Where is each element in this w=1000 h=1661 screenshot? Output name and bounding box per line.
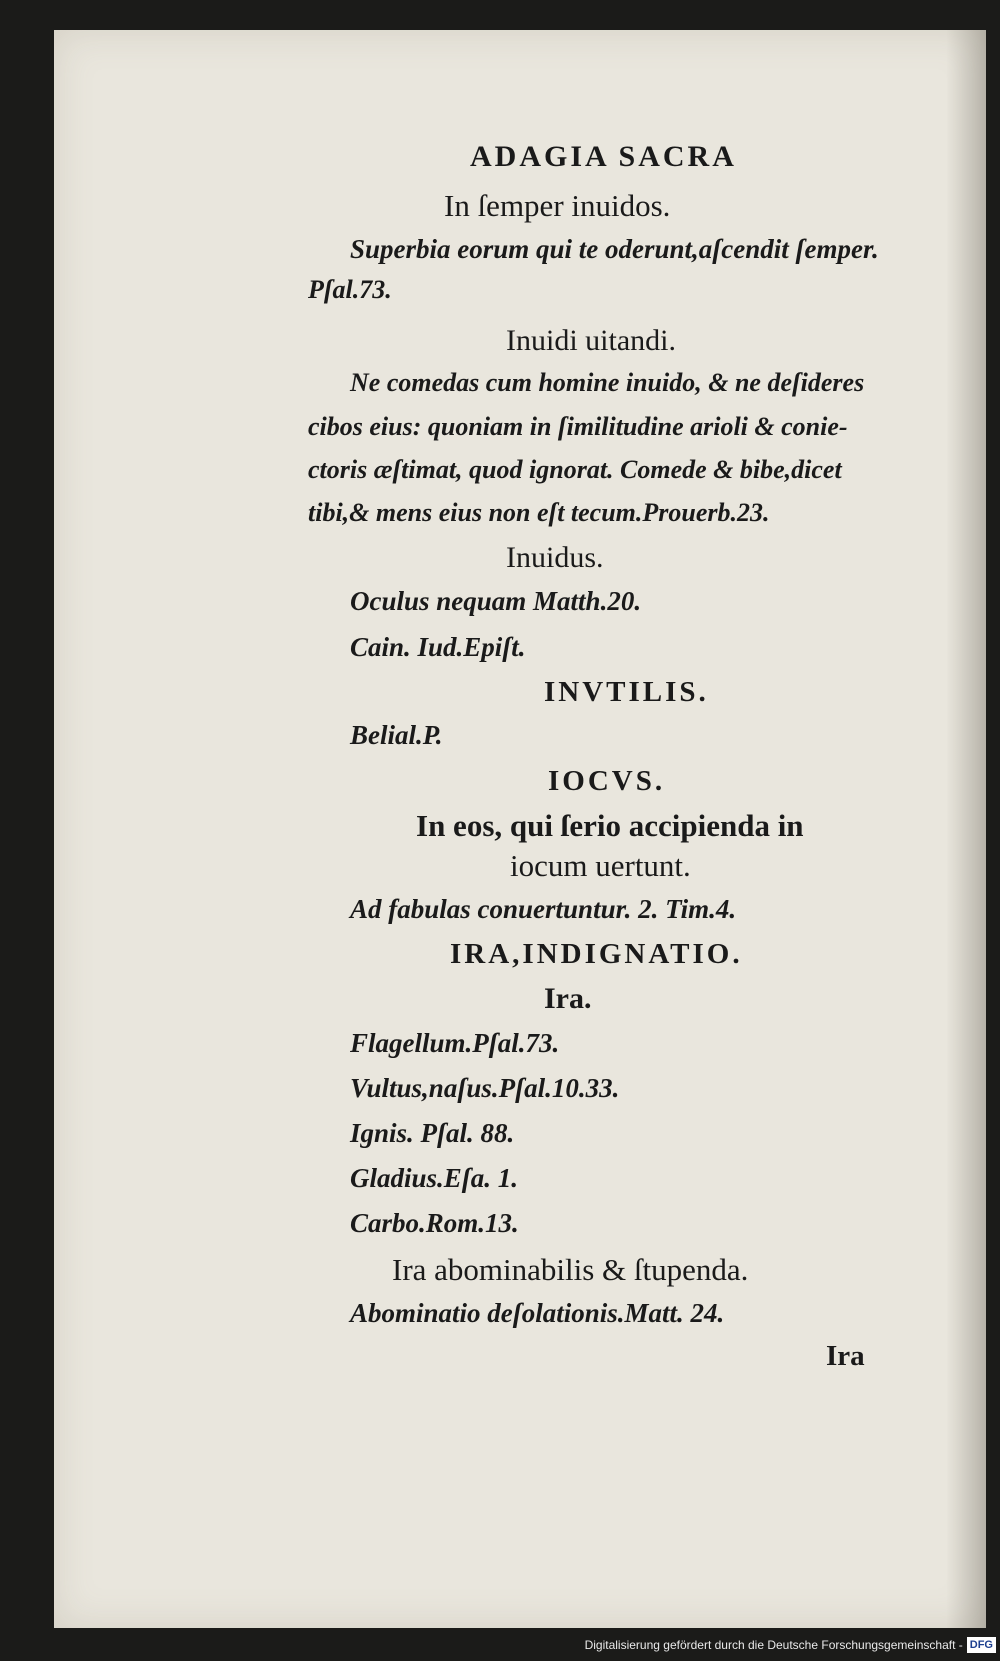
dfg-logo-icon: DFG [967,1637,996,1653]
heading-ira: Ira. [544,982,592,1015]
book-page [54,30,986,1628]
text-line: In eos, qui ſerio accipienda in [416,808,804,843]
text-line: Abominatio deſolationis.Matt. 24. [350,1298,725,1328]
text-line: cibos eius: quoniam in ſimilitudine arioli & conie- [308,412,848,441]
text-line: Ne comedas cum homine inuido, & ne deſideres [350,368,865,397]
text-line: Pſal.73. [308,275,392,304]
text-line: ctoris æſtimat, quod ignorat. Comede & bibe,dicet [308,455,842,484]
text-line: Ignis. Pſal. 88. [350,1118,515,1148]
text-line: iocum uertunt. [510,848,691,883]
text-line: Carbo.Rom.13. [350,1208,519,1238]
heading-inutilis: INVTILIS. [544,676,709,708]
digitization-footer [585,1635,996,1655]
text-line: Superbia eorum qui te oderunt,aſcendit ſemper. [350,234,879,264]
text-line: tibi,& mens eius non eſt tecum.Prouerb.23. [308,498,770,527]
heading-inuidi-uitandi: Inuidi uitandi. [506,324,676,357]
catchword: Ira [826,1340,865,1372]
page-gutter-shadow [946,30,986,1628]
text-line: Oculus nequam Matth.20. [350,586,642,616]
heading-iocus: IOCVS. [548,765,666,797]
text-line: Gladius.Eſa. 1. [350,1163,519,1193]
text-line: Flagellum.Pſal.73. [350,1028,560,1058]
text-line: Vultus,naſus.Pſal.10.33. [350,1073,620,1103]
heading-ira-indignatio: IRA,INDIGNATIO. [450,938,743,970]
heading-inuidus: Inuidus. [506,541,604,574]
text-line: Cain. Iud.Epiſt. [350,632,526,662]
heading-ira-abominabilis: Ira abominabilis & ſtupenda. [392,1252,749,1287]
footer-text: Digitalisierung gefördert durch die Deutsche Forschungsgemeinschaft - [584,1638,963,1652]
text-line: Belial.P. [350,720,443,750]
text-line: Ad fabulas conuertuntur. 2. Tim.4. [350,894,737,924]
running-title: ADAGIA SACRA [470,140,737,173]
heading-semper-inuidos: In ſemper inuidos. [444,188,671,223]
